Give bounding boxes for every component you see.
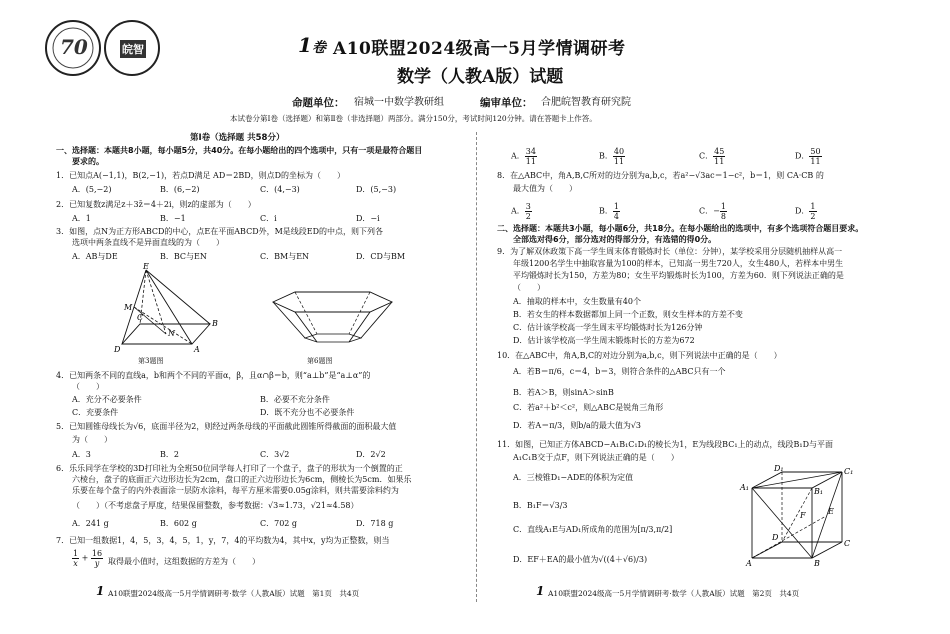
q7-option-c-den: 11 bbox=[714, 157, 725, 166]
svg-text:A: A bbox=[194, 345, 200, 354]
svg-text:C₁: C₁ bbox=[844, 467, 854, 476]
q1-option-b: B．(6,−2) bbox=[160, 185, 200, 194]
q4-stem-2: （ ） bbox=[72, 382, 104, 391]
q6-stem-1: 6．乐乐同学在学校的3D打印社为全班50位同学每人打印了一个盘子，盘子的形状为一个倒置的正 bbox=[56, 464, 403, 473]
org-label: 命题单位： bbox=[292, 97, 345, 109]
q8-option-b-letter: B． bbox=[599, 206, 613, 216]
q8-option-c-letter: C．− bbox=[699, 206, 720, 216]
q4-option-c: C．充要条件 bbox=[72, 408, 119, 417]
q6-stem-2: 六棱台，盘子的底面正六边形边长为2cm，盘口的正六边形边长为6cm，侧棱长为5cm．如果乐 bbox=[72, 475, 412, 484]
q8-option-a-den: 2 bbox=[525, 212, 531, 221]
svg-text:C: C bbox=[137, 313, 144, 322]
q2-option-b: B．−1 bbox=[160, 214, 186, 223]
q8-option-a-num: 3 bbox=[525, 202, 531, 211]
q11-stem-1: 11．如图，已知正方体ABCD−A₁B₁C₁D₁的棱长为1，E为线段BC₁上的动点，线段B₁D与平面 bbox=[497, 440, 834, 449]
svg-text:C: C bbox=[844, 539, 851, 548]
footer-brand-right: 1 bbox=[536, 584, 545, 598]
q3-option-b: B．BC与EN bbox=[160, 252, 207, 261]
q5-stem-2: 为（ ） bbox=[72, 435, 112, 444]
q7-option-a-letter: A． bbox=[511, 151, 525, 161]
q8-option-b-num: 1 bbox=[613, 202, 619, 211]
review-label: 编审单位： bbox=[480, 97, 533, 109]
q1-option-a: A．(5,−2) bbox=[72, 185, 112, 194]
q8-options bbox=[511, 196, 841, 222]
q10-option-a: A．若B＝π/6，c＝4，b＝3，则符合条件的△ABC只有一个 bbox=[513, 367, 726, 376]
exam-subtitle: 数学（人教A版）试题 bbox=[397, 67, 564, 87]
svg-text:A₁: A₁ bbox=[740, 483, 749, 492]
figure-q3-caption: 第3题图 bbox=[138, 357, 164, 365]
svg-text:A: A bbox=[746, 559, 752, 568]
q3-option-c: C．BM与EN bbox=[260, 252, 310, 261]
q8-stem-2: 最大值为（ ） bbox=[513, 184, 577, 193]
page-footer-right: A10联盟2024级高一5月学情调研考·数学（人教A版）试题 第2页 共4页 bbox=[548, 589, 800, 598]
svg-text:D: D bbox=[114, 345, 121, 354]
q9-option-a: A．抽取的样本中，女生数量有40个 bbox=[513, 297, 641, 306]
column-divider bbox=[476, 132, 477, 602]
brand-name: 卷 bbox=[312, 40, 326, 56]
q4-option-b: B．必要不充分条件 bbox=[260, 395, 330, 404]
footer-brand-left: 1 bbox=[96, 584, 105, 598]
figure-q6-frustum bbox=[265, 288, 400, 350]
q5-option-b: B．2 bbox=[160, 450, 179, 459]
q7-stem-1: 7．已知一组数据1，4，5，3，4，5，1，y，7，4的平均数为4，其中x，y均为正整数，则当 bbox=[56, 536, 390, 545]
svg-text:D₁: D₁ bbox=[774, 464, 784, 473]
q10-option-c: C．若a²＋b²＜c²，则△ABC是锐角三角形 bbox=[513, 403, 664, 412]
q9-stem-3: 平均锻炼时长为150，方差为80；女生平均锻炼时长为100，方差为60．则下列说法正确的是 bbox=[513, 271, 844, 280]
q7-option-b-num: 40 bbox=[613, 147, 625, 156]
figure-q6-caption: 第6题图 bbox=[307, 357, 333, 365]
q8-option-b-den: 4 bbox=[613, 212, 619, 221]
q2-option-a: A．1 bbox=[72, 214, 91, 223]
q7-option-a-num: 34 bbox=[525, 147, 536, 156]
svg-text:B₁: B₁ bbox=[814, 487, 824, 496]
q8-option-c-num: 1 bbox=[720, 202, 726, 211]
q9-option-c: C．估计该学校高一学生周末平均锻炼时长为126分钟 bbox=[513, 323, 703, 332]
q8-option-d-den: 2 bbox=[810, 212, 816, 221]
q3-option-d: D．CD与BM bbox=[356, 252, 406, 261]
q7-option-c-num: 45 bbox=[714, 147, 725, 156]
q7-options bbox=[511, 140, 841, 166]
q8-option-a-letter: A． bbox=[511, 206, 525, 216]
q6-stem-4: （ ）（不考虑盘子厚度，结果保留整数，参考数据：√3≈1.73，√21≈4.58） bbox=[72, 501, 359, 510]
q8-option-c-den: 8 bbox=[720, 212, 726, 221]
q5-option-d: D．2√2 bbox=[356, 450, 386, 459]
svg-text:N: N bbox=[168, 329, 175, 338]
q6-option-d: D．718 g bbox=[356, 519, 394, 528]
page-footer-left: A10联盟2024级高一5月学情调研考·数学（人教A版）试题 第1页 共4页 bbox=[108, 589, 360, 598]
q10-option-b: B．若A＞B，则sinA＞sinB bbox=[513, 388, 614, 397]
exam-title: A10联盟2024级高一5月学情调研考 bbox=[333, 39, 626, 59]
q5-option-c: C．3√2 bbox=[260, 450, 290, 459]
q11-option-c: C．直线A₁E与AD₁所成角的范围为[π/3,π/2] bbox=[513, 525, 673, 534]
education-logo bbox=[104, 20, 160, 76]
svg-text:E: E bbox=[828, 507, 834, 516]
q2-option-d: D．−i bbox=[356, 214, 380, 223]
q11-stem-2: A₁C₁B交于点F，则下列说法正确的是（ ） bbox=[513, 453, 679, 462]
svg-text:F: F bbox=[800, 511, 806, 520]
exam-note: 本试卷分第Ⅰ卷（选择题）和第Ⅱ卷（非选择题）两部分。满分150分，考试时间120分钟。请在答题卡上作答。 bbox=[230, 114, 597, 123]
brand-mark: 1 bbox=[298, 33, 312, 57]
section2-heading-2: 全部选对得6分，部分选对的得部分分，有选错的得0分。 bbox=[513, 235, 717, 244]
q6-option-b: B．602 g bbox=[160, 519, 197, 528]
education-logo-text: 皖智 bbox=[120, 40, 146, 58]
q3-stem-2: 选项中两条直线不是异面直线的为（ ） bbox=[72, 238, 224, 247]
svg-text:B: B bbox=[212, 319, 218, 328]
q1-stem: 1．已知点A(−1,1)，B(2,−1)，若点D满足 AD＝2BD，则点D的坐标为（ ） bbox=[56, 171, 346, 180]
q10-stem: 10．在△ABC中，角A,B,C的对边分别为a,b,c，则下列说法中正确的是（ ） bbox=[497, 351, 782, 360]
anniversary-logo-text: 70 bbox=[60, 35, 88, 59]
q5-stem-1: 5．已知圆锥母线长为√6，底面半径为2，则经过两条母线的平面截此圆锥所得截面的面积最大值 bbox=[56, 422, 397, 431]
anniversary-logo bbox=[45, 20, 101, 76]
q9-stem-4: （ ） bbox=[513, 283, 545, 292]
q4-option-d: D．既不充分也不必要条件 bbox=[260, 408, 355, 417]
q4-stem-1: 4．已知两条不同的直线a，b和两个不同的平面α，β，且α∩β＝b，则“a⊥b”是“a⊥α”的 bbox=[56, 371, 371, 380]
q9-stem-2: 年级1200名学生中抽取容量为100的样本，已知高一男生720人，女生480人，若样本中男生 bbox=[513, 259, 844, 268]
q7-option-b-letter: B． bbox=[599, 151, 613, 161]
q11-option-a: A．三棱锥D₁−ADE的体积为定值 bbox=[513, 473, 634, 482]
q3-stem-1: 3．如图，点N为正方形ABCD的中心，点E在平面ABCD外，M是线段ED的中点，则下列各 bbox=[56, 227, 384, 236]
q9-stem-1: 9．为了解双休政策下高一学生周末体育锻炼时长（单位：分钟），某学校采用分层随机抽样从高一 bbox=[497, 247, 843, 256]
q6-option-a: A．241 g bbox=[72, 519, 109, 528]
section2-heading-1: 二、选择题：本题共3小题，每小题6分，共18分。在每小题给出的选项中，有多个选项符合题目要求。 bbox=[497, 224, 864, 233]
q7-option-d-letter: D． bbox=[795, 151, 810, 161]
q7-expression: $\frac{1}{x}$ + $\frac{16}{y}$ bbox=[73, 549, 103, 568]
q9-option-d: D．估计该学校高一学生周末锻炼时长的方差为672 bbox=[513, 336, 695, 345]
q7-option-a-den: 11 bbox=[525, 157, 536, 166]
svg-text:E: E bbox=[143, 262, 149, 271]
q1-option-d: D．(5,−3) bbox=[356, 185, 397, 194]
part-title: 第Ⅰ卷（选择题 共58分） bbox=[190, 133, 285, 143]
q7-option-c-letter: C． bbox=[699, 151, 714, 161]
q4-option-a: A．充分不必要条件 bbox=[72, 395, 142, 404]
q2-stem: 2．已知复数z满足z＋3z̄＝4＋2i，则z的虚部为（ ） bbox=[56, 200, 256, 209]
svg-text:M: M bbox=[124, 303, 133, 312]
q8-stem-1: 8．在△ABC中，角A,B,C所对的边分别为a,b,c，若a²−√3ac＝1−c²，b＝1，则 CA·CB 的 bbox=[497, 171, 824, 180]
figure-q11-cube bbox=[738, 462, 858, 568]
q10-option-d: D．若A＝π/3，则b/a的最大值为√3 bbox=[513, 421, 642, 430]
q8-option-d-num: 1 bbox=[810, 202, 816, 211]
q5-option-a: A．3 bbox=[72, 450, 91, 459]
q11-option-d: D．EF＋EA的最小值为√((4＋√6)/3) bbox=[513, 555, 648, 564]
svg-text:D: D bbox=[772, 533, 779, 542]
q3-option-a: A．AB与DE bbox=[72, 252, 118, 261]
q7-option-d-den: 11 bbox=[810, 157, 821, 166]
figure-q3-pyramid bbox=[110, 262, 220, 354]
q2-option-c: C．i bbox=[260, 214, 277, 223]
q7-option-d-num: 50 bbox=[810, 147, 821, 156]
q7-option-b-den: 11 bbox=[613, 157, 625, 166]
q6-stem-3: 乐要在每个盘子的内外表面涂一层防水涂料，每平方厘米需要0.05g涂料，则共需要涂料约为 bbox=[72, 486, 399, 495]
q7-stem-2: 取得最小值时，这组数据的方差为（ ） bbox=[108, 557, 260, 566]
q1-option-c: C．(4,−3) bbox=[260, 185, 300, 194]
section1-heading-2: 要求的。 bbox=[72, 157, 104, 166]
q8-option-d-letter: D． bbox=[795, 206, 810, 216]
org-value: 宿城一中数学教研组 bbox=[354, 97, 444, 108]
review-value: 合肥皖智教育研究院 bbox=[541, 97, 631, 108]
q6-option-c: C．702 g bbox=[260, 519, 298, 528]
q11-option-b: B．B₁F＝√3/3 bbox=[513, 501, 568, 510]
q9-option-b: B．若女生的样本数据都加上同一个正数，则女生样本的方差不变 bbox=[513, 310, 743, 319]
section1-heading-1: 一、选择题：本题共8小题，每小题5分，共40分。在每小题给出的四个选项中，只有一项是最符合题目 bbox=[56, 146, 423, 155]
svg-text:B: B bbox=[814, 559, 820, 568]
